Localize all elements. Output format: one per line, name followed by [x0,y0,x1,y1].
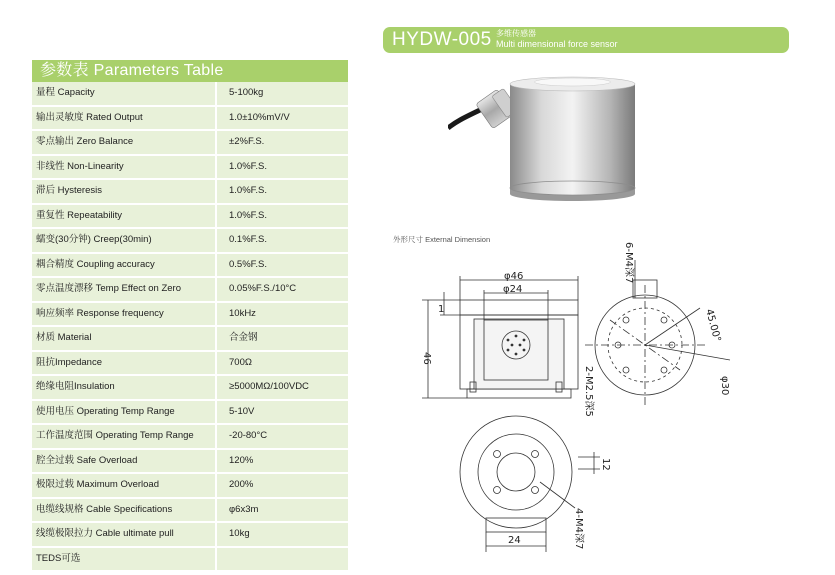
param-label: 绝缘电阻Insulation [32,376,215,399]
param-label: 电缆线规格 Cable Specifications [32,499,215,522]
table-row [32,327,348,352]
param-value: 0.1%F.S. [217,229,348,252]
product-title-banner [383,27,789,53]
param-value: 5-100kg [217,82,348,105]
param-value: 10kHz [217,303,348,326]
table-header: 参数表 Parameters Table [32,60,348,82]
param-label: 量程 Capacity [32,82,215,105]
param-label: 耦合精度 Coupling accuracy [32,254,215,277]
dim-diameter-30: φ30 [719,376,730,396]
table-row [32,254,348,279]
param-value: 120% [217,450,348,473]
param-value: 1.0%F.S. [217,156,348,179]
front-view [422,276,578,398]
table-rows [32,82,348,572]
dim-bottom-12: 12 [600,458,611,471]
param-label: 极限过载 Maximum Overload [32,474,215,497]
table-row [32,499,348,524]
dim-holes-top: 6-M4深7 [623,242,634,284]
param-value: 合金钢 [217,327,348,350]
param-label: 响应频率 Response frequency [32,303,215,326]
dim-holes-side: 2-M2.5深5 [583,366,594,417]
table-row [32,401,348,426]
param-value: 200% [217,474,348,497]
param-label: 滞后 Hysteresis [32,180,215,203]
table-row [32,278,348,303]
param-value: 700Ω [217,352,348,375]
param-value: ±2%F.S. [217,131,348,154]
table-row [32,548,348,573]
model-code: HYDW-005 [392,29,492,50]
table-row [32,131,348,156]
dim-angle: 45.00° [703,307,723,344]
product-photo [448,70,648,212]
table-row [32,352,348,377]
top-view [585,260,730,405]
param-label: 输出灵敏度 Rated Output [32,107,215,130]
drawing-caption: 外形尺寸 External Dimension [393,235,491,244]
param-value: 0.5%F.S. [217,254,348,277]
param-value: 1.0%F.S. [217,205,348,228]
sensor-body [510,77,635,201]
param-label: 蠕变(30分钟) Creep(30min) [32,229,215,252]
param-label: 重复性 Repeatability [32,205,215,228]
param-label: 非线性 Non-Linearity [32,156,215,179]
param-label: 零点输出 Zero Balance [32,131,215,154]
dim-outer-diameter: φ46 [504,271,524,282]
table-row [32,425,348,450]
dimension-drawing [400,240,760,570]
param-value: ≥5000MΩ/100VDC [217,376,348,399]
table-row [32,82,348,107]
param-value: -20-80°C [217,425,348,448]
table-row [32,303,348,328]
param-value: 1.0%F.S. [217,180,348,203]
param-label: 材质 Material [32,327,215,350]
table-row [32,376,348,401]
param-value: 5-10V [217,401,348,424]
product-name-en: Multi dimensional force sensor [496,39,618,49]
table-row [32,450,348,475]
param-value: 1.0±10%mV/V [217,107,348,130]
table-row [32,229,348,254]
dim-inner-diameter: φ24 [503,284,523,295]
table-row [32,523,348,548]
table-row [32,180,348,205]
param-value: 0.05%F.S./10°C [217,278,348,301]
param-label: 工作温度范围 Operating Temp Range [32,425,215,448]
table-row [32,205,348,230]
parameters-table [32,60,348,572]
param-label: 使用电压 Operating Temp Range [32,401,215,424]
dim-top-step: 1 [438,304,445,315]
dim-bottom-24: 24 [508,535,521,546]
param-value: φ6x3m [217,499,348,522]
dim-holes-bottom: 4-M4深7 [573,508,584,550]
param-label: TEDS可选 [32,548,215,571]
param-label: 阻抗Impedance [32,352,215,375]
table-row [32,474,348,499]
cable [448,108,484,128]
table-row [32,156,348,181]
dim-height: 46 [421,352,432,365]
table-row [32,107,348,132]
param-label: 腔全过载 Safe Overload [32,450,215,473]
param-value [217,548,348,571]
param-value: 10kg [217,523,348,546]
product-name-cn: 多维传感器 [496,29,536,38]
param-label: 零点温度漂移 Temp Effect on Zero [32,278,215,301]
param-label: 线缆极限拉力 Cable ultimate pull [32,523,215,546]
